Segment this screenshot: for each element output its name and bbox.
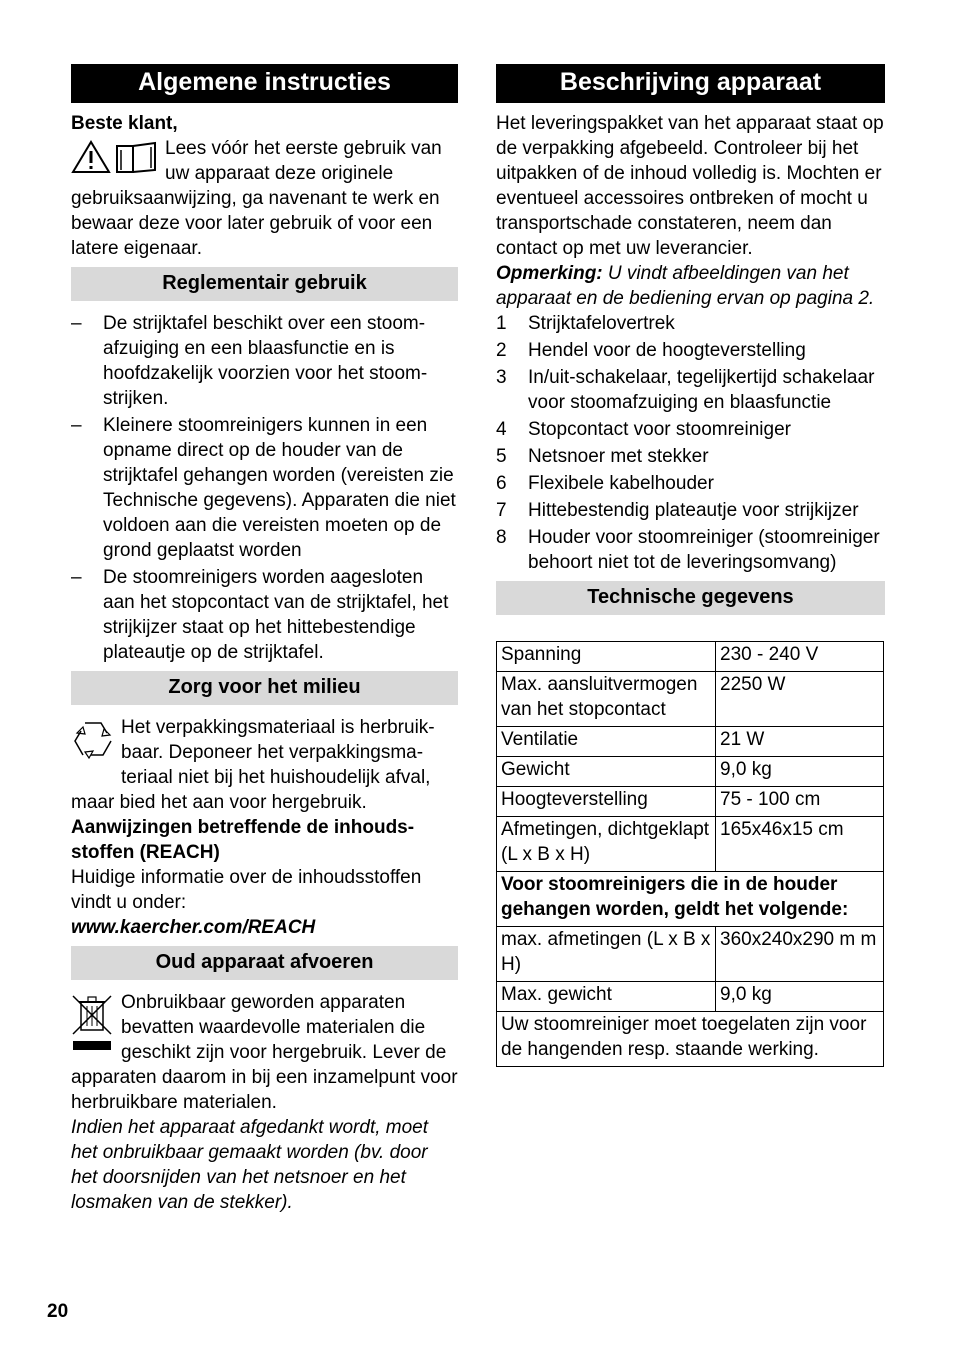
list-item: 6 Flexibele kabelhouder [496,473,714,494]
greeting: Beste klant, [71,113,178,134]
warning-book-icon [71,140,159,181]
list-item: 2 Hendel voor de hoogteverstelling [496,340,806,361]
right-column [496,64,885,1067]
disposal-note: Indien het apparaat afgedankt wordt, moet het onbruikbaar gemaakt worden (bv. door het doorsnijden van het netsnoer en het losmaken van de stekker). [71,1117,429,1213]
list-item: – De stoomreinigers worden aagesloten aan het stopcontact van de strijktafel, het strijkijzer staat op het hittebestendige plateautje op de strijktafel. [71,567,449,663]
reach-link[interactable]: www.kaercher.com/REACH [71,917,316,938]
left-column [71,64,458,1215]
table-row: Max. gewicht 9,0 kg [497,982,884,1012]
environment-text: Het verpakkingsmateriaal is herbruikbaar. Deponeer het verpakkingsmateriaal niet bij het huishoudelijk afval, maar bied het aan voor hergebruik. [71,717,435,813]
table-row: Spanning 230 - 240 V [497,642,884,672]
recycle-icon [71,719,115,766]
table-row: Afmetingen, dichtgeklapt (L x B x H) 165x46x15 cm [497,817,884,872]
reach-heading: Aanwijzingen betreffende de inhoudsstoffen (REACH) [71,817,415,863]
section-heading-disposal: Oud apparaat afvoeren [71,946,458,980]
page-number: 20 [47,1301,69,1322]
list-item: 7 Hittebestendig plateautje voor strijkijzer [496,500,859,521]
environment-block [71,715,458,815]
table-row: Max. aansluitvermogen van het stopcontact 2250 W [497,672,884,727]
parts-list [496,311,885,575]
section-title-description: Beschrijving apparaat [496,64,885,103]
section-heading-environment: Zorg voor het milieu [71,671,458,705]
section-title-general: Algemene instructies [71,64,458,103]
intro-text: Lees vóór het eerste gebruik van uw apparaat deze originele gebruiksaanwijzing, ga navenant te werk en bewaar deze voor later gebruik of voor een latere eigenaar. [71,138,442,259]
list-item: – De strijktafel beschikt over een stoomafzuiging en een blaasfunctie en is hoofdzakelijk voorzien voor het stoomstrijken. [71,313,428,409]
section-heading-tech: Technische gegevens [496,581,885,615]
list-item: 1 Strijktafelovertrek [496,313,675,334]
table-row: Hoogteverstelling 75 - 100 cm [497,787,884,817]
table-footer-row: Uw stoomreiniger moet toegelaten zijn voor de hangenden resp. staande werking. [497,1012,884,1067]
description-intro: Het leveringspakket van het apparaat staat op de verpakking afgebeeld. Controleer bij het uitpakken of de inhoud volledig is. Mochten er eventueel accessoires ontbreken of mocht u transportschade constateren, neem dan contact op met uw leverancier. [496,113,884,259]
list-item: 3 In/uit-schakelaar, tegelijkertijd schakelaar voor stoomafzuiging en blaasfunctie [496,367,875,413]
table-row: Gewicht 9,0 kg [497,757,884,787]
description-note: Opmerking: U vindt afbeeldingen van het apparaat en de bediening ervan op pagina 2. [496,263,875,309]
crossed-bin-icon [71,994,115,1061]
list-item: 8 Houder voor stoomreiniger (stoomreiniger behoort niet tot de leveringsomvang) [496,527,880,573]
reach-text: Huidige informatie over de inhoudsstoffen vindt u onder: [71,867,422,913]
table-span-row: Voor stoomreinigers die in de houder gehangen worden, geldt het volgende: [497,872,884,927]
intro-block [71,136,458,261]
disposal-text: Onbruikbaar geworden apparaten bevatten waardevolle materialen die geschikt zijn voor hergebruik. Lever de apparaten daarom in bij een inzamelpunt voor herbruikbare materialen. [71,992,458,1113]
list-item: 4 Stopcontact voor stoomreiniger [496,419,791,440]
table-row: max. afmetingen (L x B x H) 360x240x290 m m [497,927,884,982]
section-heading-use: Reglementair gebruik [71,267,458,301]
list-item: 5 Netsnoer met stekker [496,446,709,467]
list-item: – Kleinere stoomreinigers kunnen in een opname direct op de houder van de strijktafel gehangen worden (vereisten zie Technische gegevens). Apparaten die niet voldoen aan die vereisten moeten op de grond geplaatst worden [71,415,456,561]
disposal-block [71,990,458,1115]
table-row: Ventilatie 21 W [497,727,884,757]
use-list [71,311,458,665]
tech-table [496,641,884,1067]
